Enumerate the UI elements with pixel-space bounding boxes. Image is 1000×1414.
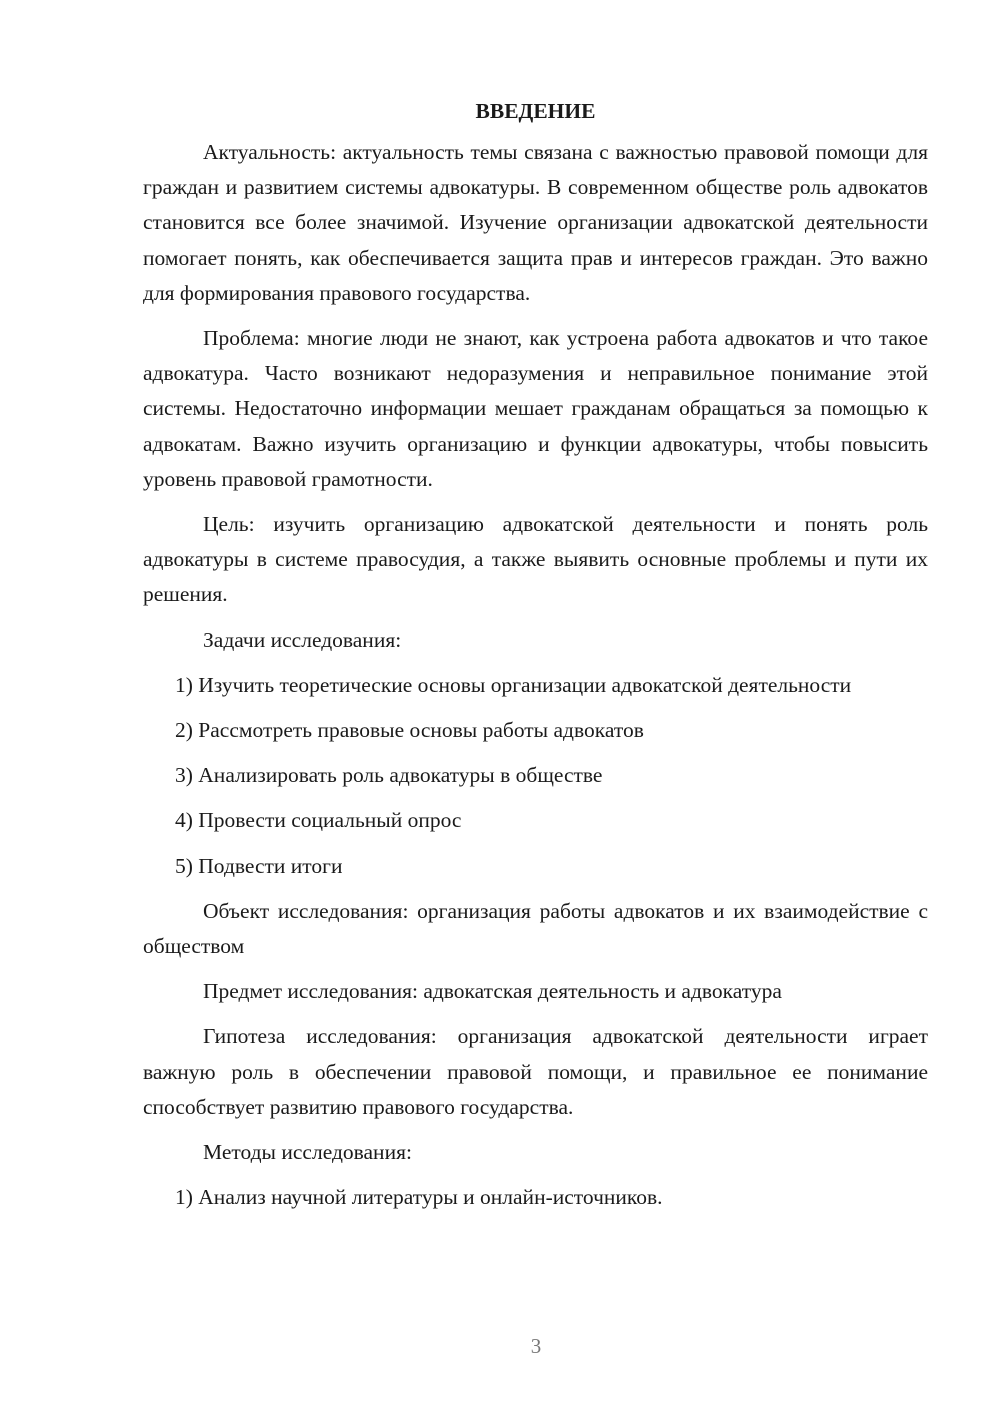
method-item-1: 1) Анализ научной литературы и онлайн-источников.	[175, 1185, 663, 1210]
paragraph-problem: Проблема: многие люди не знают, как устроена работа адвокатов и что такое адвокатура. Часто возникают недоразумения и неправильное понимание этой системы. Недостаточно информации мешает гражданам обращаться за помощью к адвокатам. Важно изучить организацию и функции адвокатуры, чтобы повысить уровень правовой грамотности.	[143, 326, 928, 491]
paragraph-goal: Цель: изучить организацию адвокатской деятельности и понять роль адвокатуры в системе правосудия, а также выявить основные проблемы и пути их решения.	[143, 512, 928, 607]
paragraph-relevance: Актуальность: актуальность темы связана с важностью правовой помощи для граждан и развитием системы адвокатуры. В современном обществе роль адвокатов становится все более значимой. Изучение организации адвокатской деятельности помогает понять, как обеспечивается защита прав и интересов граждан. Это важно для формирования правового государства.	[143, 140, 928, 305]
task-item-2: 2) Рассмотреть правовые основы работы адвокатов	[175, 718, 644, 743]
document-page	[143, 96, 928, 1225]
paragraph-tasks-heading: Задачи исследования:	[203, 627, 402, 652]
task-item-5: 5) Подвести итоги	[175, 853, 343, 878]
page-number: 3	[530, 1334, 542, 1358]
paragraph-methods-heading: Методы исследования:	[203, 1140, 412, 1165]
paragraph-hypothesis: Гипотеза исследования: организация адвокатской деятельности играет важную роль в обеспечении правовой помощи, и правильное ее понимание способствует развитию правового государства.	[143, 1024, 928, 1119]
paragraph-subject: Предмет исследования: адвокатская деятельность и адвокатура	[203, 979, 782, 1004]
task-item-1: 1) Изучить теоретические основы организации адвокатской деятельности	[175, 672, 852, 697]
paragraph-object: Объект исследования: организация работы адвокатов и их взаимодействие с обществом	[143, 898, 928, 959]
task-item-3: 3) Анализировать роль адвокатуры в обществе	[175, 763, 603, 788]
task-item-4: 4) Провести социальный опрос	[175, 808, 462, 833]
page-title: ВВЕДЕНИЕ	[475, 99, 596, 123]
